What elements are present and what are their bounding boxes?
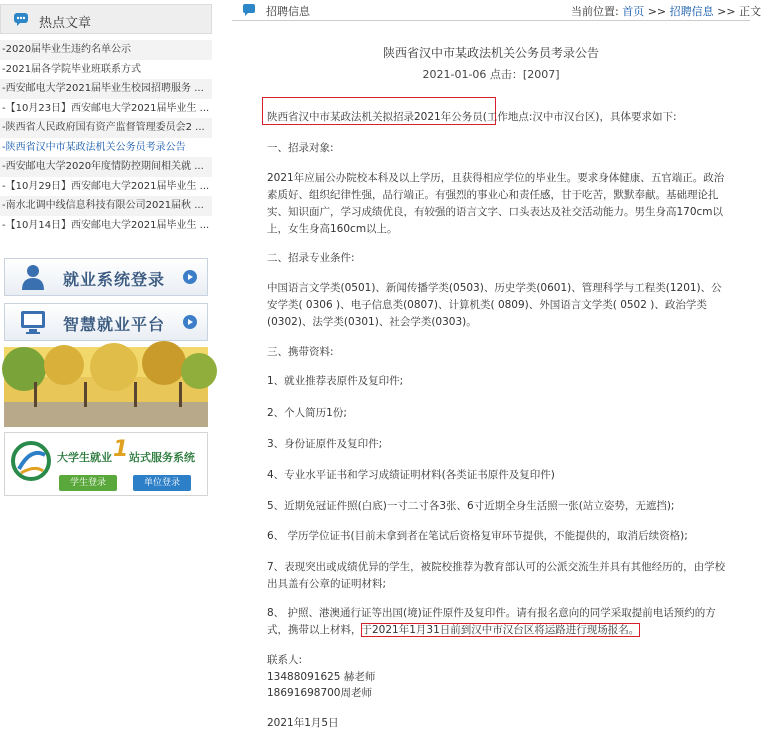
hot-articles-header: [0, 4, 212, 34]
article-title: 陕西省汉中市某政法机关公务员考录公告: [382, 46, 599, 60]
smart-employment-platform-button[interactable]: [4, 303, 208, 341]
section-header: [232, 0, 761, 21]
service-number: 1: [113, 437, 129, 462]
chat-bubble-icon: [13, 11, 29, 27]
material-item: 4、专业水平证书和学习成绩证明材料(各类证书原件及复印件): [267, 469, 555, 481]
breadcrumb: [571, 3, 761, 19]
breadcrumb-home-link[interactable]: 首页: [622, 5, 645, 18]
unit-login-button[interactable]: 单位登录: [133, 475, 191, 491]
list-item[interactable]: -【10月14日】西安邮电大学2021届毕业生 ...: [2, 219, 210, 231]
list-item[interactable]: -南水北调中线信息科技有限公司2021届秋 ...: [0, 196, 212, 216]
list-item[interactable]: -陕西省人民政府国有资产监督管理委员会2 ...: [0, 118, 212, 138]
material-item: 2、个人简历1份;: [267, 407, 347, 419]
material-item: 5、近期免冠证件照(白底)一寸二寸各3张、6寸近期全身生活照一张(站立姿势，无遮挡);: [267, 500, 675, 512]
targets-paragraph: 2021年应届公办院校本科及以上学历，且获得相应学位的毕业生。要求身体健康、五官端正。政治素质好、组织纪律性强，品行端正。有强烈的事业心和责任感，甘于吃苦，默默奉献。基础理论扎实、知识面广，学习成绩优良，有较强的语言文字、口头表达及社交活动能力。男生身高170cm以上，女生身高160cm以上。: [267, 172, 725, 235]
breadcrumb-section-link[interactable]: 招聘信息: [669, 5, 714, 18]
section-heading-targets: 一、招录对象:: [267, 142, 334, 154]
material-item: [267, 605, 730, 639]
material-item: 7、表现突出或成绩优异的学生，被院校推荐为教育部认可的公派交流生并具有其他经历的，由学校出具盖有公章的证明材料;: [267, 561, 726, 590]
contact-phone: 18691698700周老师: [267, 687, 372, 699]
majors-paragraph: 中国语言文学类(0501)、新闻传播学类(0503)、历史学类(0601)、管理科学与工程类(1201)、公安学类( 0306 )、电子信息类(0807)、计算机类( 0809)、外国语言文学类( 0502 )、政治学类(0302)、法学类(0301)、社会学类(0303)。: [267, 282, 722, 328]
list-item[interactable]: -西安邮电大学2020年度情防控期间相关就 ...: [0, 157, 212, 177]
intro-paragraph: [267, 109, 730, 126]
list-item[interactable]: -陕西省汉中市某政法机关公务员考录公告: [2, 141, 186, 153]
intro-rest: (工作地点:汉中市汉台区)，具体要求如下:: [482, 111, 677, 123]
smart-employment-platform-label: 智慧就业平台: [63, 315, 166, 334]
material-item: 6、 学历学位证书(目前未拿到者在笔试后资格复审环节提供，不能提供的，取消后续资格);: [267, 530, 688, 542]
employment-system-login-button[interactable]: [4, 258, 208, 296]
sidebar: [0, 0, 212, 500]
user-icon: [19, 263, 47, 291]
list-item[interactable]: -2021届各学院毕业班联系方式: [2, 63, 142, 75]
material-item: 1、就业推荐表原件及复印件;: [267, 375, 404, 387]
article-meta: 2021-01-06 点击：[2007]: [422, 68, 560, 81]
registration-deadline-highlight: 于2021年1月31日前到汉中市汉台区将运路进行现场报名。: [361, 624, 640, 636]
service-logo-icon: [11, 441, 51, 481]
section-heading-materials: 三、携带资料:: [267, 346, 334, 358]
material-item: 3、身份证原件及复印件;: [267, 438, 383, 450]
student-login-button[interactable]: 学生登录: [59, 475, 117, 491]
contact-phone: 13488091625 赫老师: [267, 671, 376, 683]
intro-highlight: 陕西省汉中市某政法机关拟招录2021年公务员: [267, 111, 483, 123]
employment-system-login-label: 就业系统登录: [63, 270, 166, 289]
breadcrumb-separator: >>: [717, 5, 736, 18]
breadcrumb-current: 正文: [739, 5, 761, 18]
section-heading-majors: 二、招录专业条件:: [267, 252, 355, 264]
service-title-part2: 站式服务系统: [129, 451, 195, 464]
breadcrumb-separator: >>: [647, 5, 667, 18]
hot-articles-title: 热点文章: [39, 16, 92, 31]
section-tab-label: 招聘信息: [266, 5, 310, 18]
breadcrumb-prefix: 当前位置:: [571, 5, 619, 18]
service-title-part1: 大学生就业: [57, 451, 112, 464]
one-stop-service-panel: [4, 432, 208, 496]
list-item[interactable]: -西安邮电大学2021届毕业生校园招聘服务 ...: [0, 79, 212, 99]
arrow-right-icon: [183, 315, 197, 329]
monitor-icon: [19, 308, 47, 336]
item8-text: 8、 护照、港澳通行证等出国(境)证件原件及复印件。请有报名意向的同学采取提前电话预约的方式，携带以上材料，: [267, 607, 716, 636]
hot-articles-list: [0, 40, 212, 235]
contact-label: 联系人:: [267, 654, 303, 666]
campus-photo: [4, 347, 208, 427]
article-date: 2021年1月5日: [267, 717, 339, 729]
chat-bubble-icon: [242, 3, 256, 17]
list-item[interactable]: -2020届毕业生违约名单公示: [0, 40, 212, 60]
list-item[interactable]: -【10月29日】西安邮电大学2021届毕业生 ...: [2, 180, 210, 192]
article-panel: [232, 0, 761, 747]
list-item[interactable]: -【10月23日】西安邮电大学2021届毕业生 ...: [2, 102, 210, 114]
arrow-right-icon: [183, 270, 197, 284]
